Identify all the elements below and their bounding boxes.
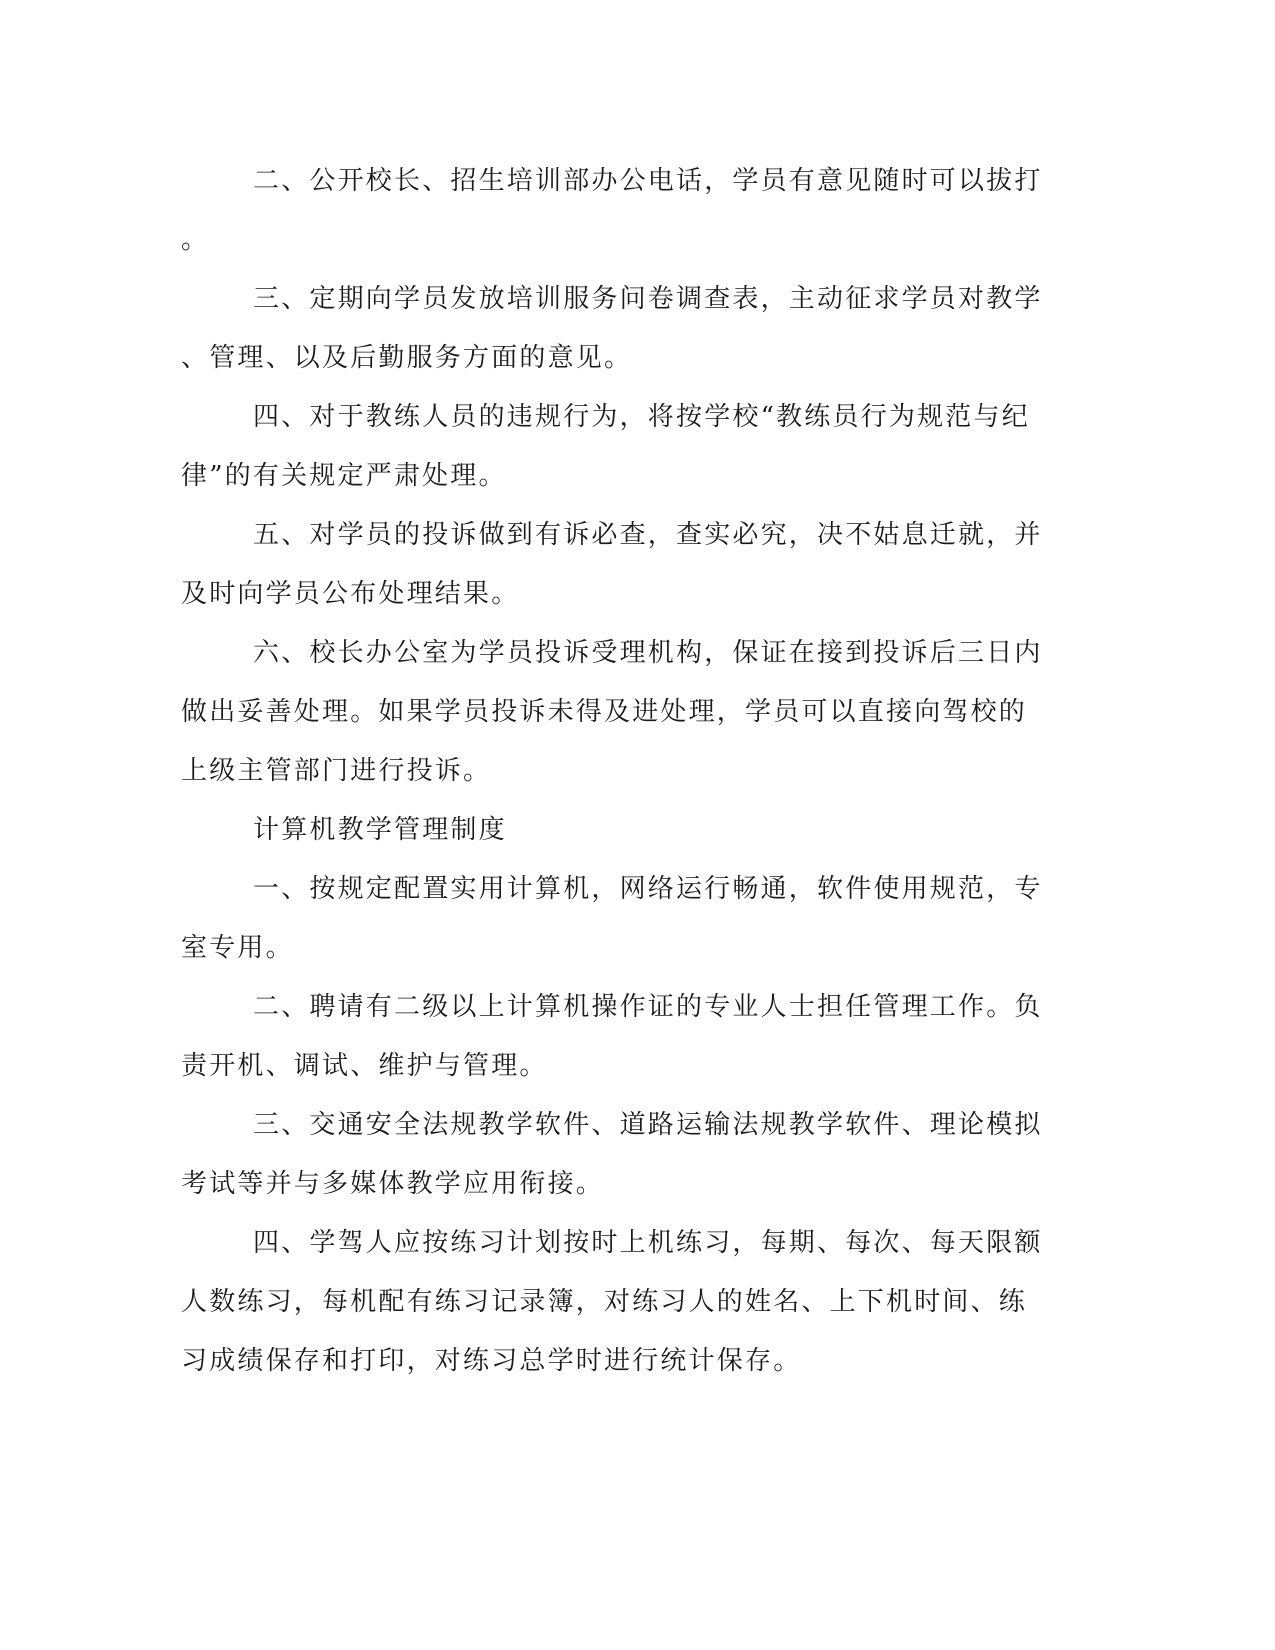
rule-1-line-1: 一、按规定配置实用计算机，网络运行畅通，软件使用规范，专 <box>253 874 1043 904</box>
rule-4-line-3: 习成绩保存和打印，对练习总学时进行统计保存。 <box>181 1346 802 1376</box>
paragraph-3-line-2: 、管理、以及后勤服务方面的意见。 <box>181 343 633 373</box>
rule-3-line-2: 考试等并与多媒体教学应用衔接。 <box>181 1169 605 1199</box>
rule-3-line-1: 三、交通安全法规教学软件、道路运输法规教学软件、理论模拟 <box>253 1110 1043 1140</box>
paragraph-6-line-3: 上级主管部门进行投诉。 <box>181 756 492 786</box>
paragraph-5-line-2: 及时向学员公布处理结果。 <box>181 579 520 609</box>
paragraph-6-line-1: 六、校长办公室为学员投诉受理机构，保证在接到投诉后三日内 <box>253 638 1043 668</box>
rule-2-line-1: 二、聘请有二级以上计算机操作证的专业人士担任管理工作。负 <box>253 992 1043 1022</box>
paragraph-2-line-1: 二、公开校长、招生培训部办公电话，学员有意见随时可以拔打 <box>253 166 1043 196</box>
document-body <box>181 152 1041 1391</box>
paragraph-5-line-1: 五、对学员的投诉做到有诉必查，查实必究，决不姑息迁就，并 <box>253 520 1043 550</box>
paragraph-3-line-1: 三、定期向学员发放培训服务问卷调查表，主动征求学员对教学 <box>253 284 1043 314</box>
paragraph-2-line-2: 。 <box>181 225 210 255</box>
paragraph-4-line-2: 律”的有关规定严肃处理。 <box>181 461 507 491</box>
rule-4-line-1: 四、学驾人应按练习计划按时上机练习，每期、每次、每天限额 <box>253 1228 1043 1258</box>
rule-2-line-2: 责开机、调试、维护与管理。 <box>181 1051 548 1081</box>
rule-1-line-2: 室专用。 <box>181 933 294 963</box>
paragraph-6-line-2: 做出妥善处理。如果学员投诉未得及进处理，学员可以直接向驾校的 <box>181 697 1028 727</box>
section-heading: 计算机教学管理制度 <box>253 815 507 845</box>
rule-4-line-2: 人数练习，每机配有练习记录簿，对练习人的姓名、上下机时间、练 <box>181 1287 1028 1317</box>
paragraph-4-line-1: 四、对于教练人员的违规行为，将按学校“教练员行为规范与纪 <box>253 402 1030 432</box>
